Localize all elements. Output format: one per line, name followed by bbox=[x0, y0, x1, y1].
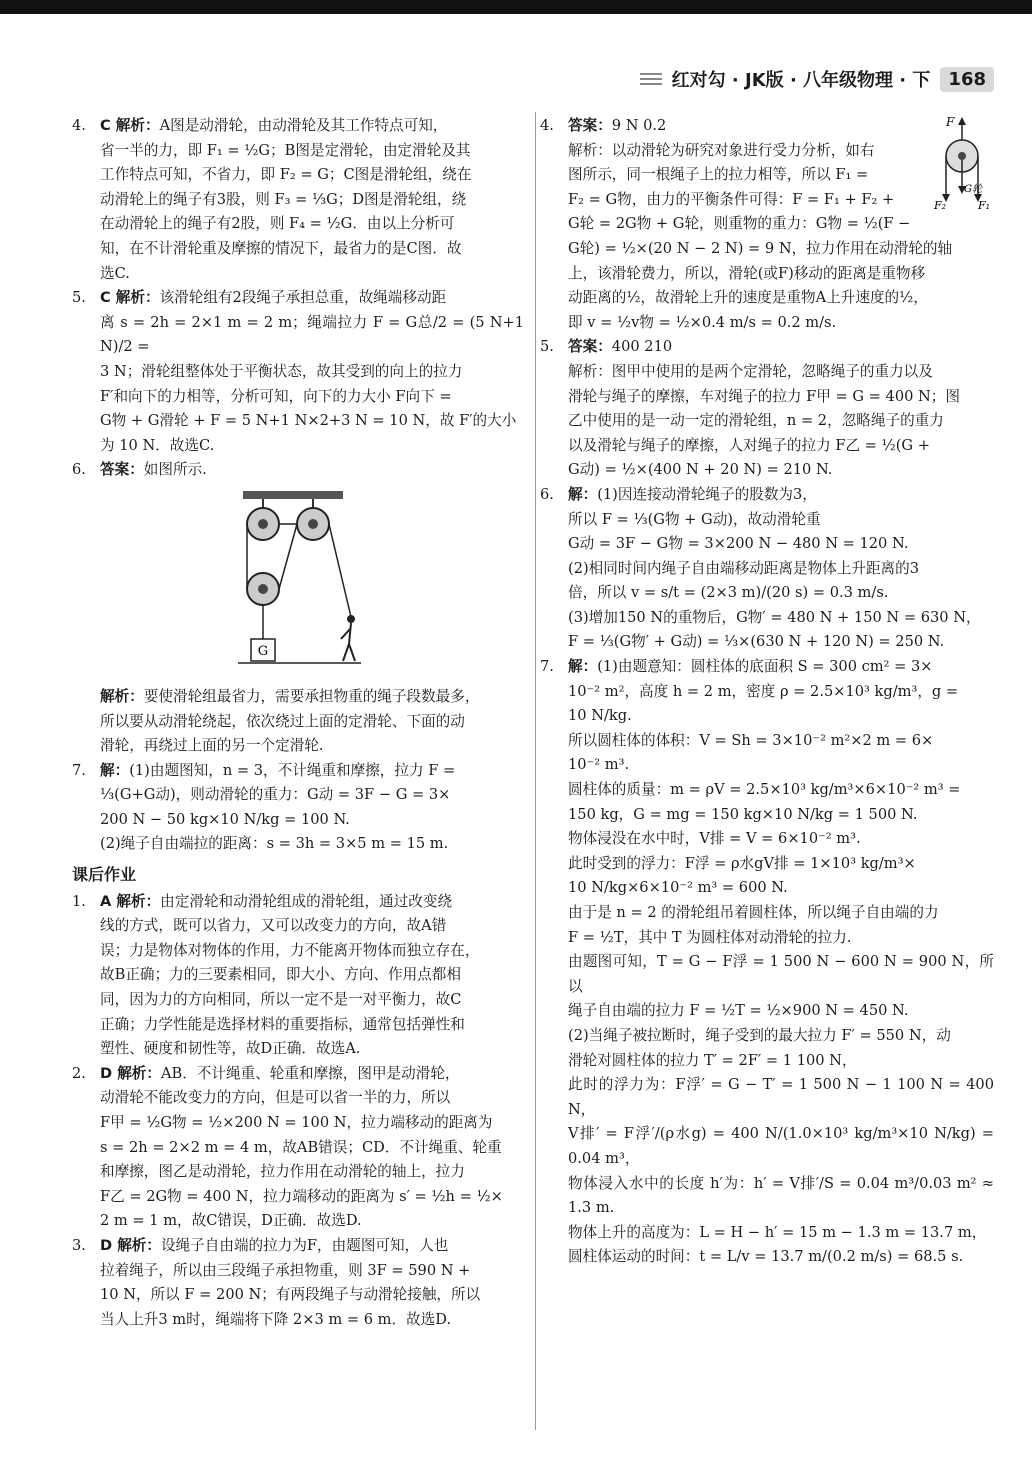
item-label: 答案： bbox=[568, 117, 612, 134]
item-label: D 解析： bbox=[100, 1236, 161, 1254]
force-diagram bbox=[932, 114, 994, 210]
text-line: 所以圆柱体的体积：V = Sh = 3×10⁻² m²×2 m = 6× bbox=[568, 731, 934, 749]
item-label: 答案： bbox=[100, 461, 144, 479]
item-number: 4. bbox=[72, 117, 86, 134]
text-line: 滑轮对圆柱体的拉力 T′ = 2F′ = 1 100 N， bbox=[568, 1051, 857, 1069]
item-number: 5. bbox=[72, 289, 86, 307]
text-line: (2)绳子自由端拉的距离：s = 3h = 3×5 m = 15 m. bbox=[100, 835, 449, 853]
text-line: 圆柱体的质量：m = ρV = 2.5×10³ kg/m³×6×10⁻² m³ = bbox=[568, 781, 961, 799]
text-line: (1)由题意知：圆柱体的底面积 S = 300 cm² = 3× bbox=[597, 658, 933, 676]
text-line: 10 N/kg. bbox=[568, 707, 632, 725]
text-line: F = ½T，其中 T 为圆柱体对动滑轮的拉力. bbox=[568, 928, 852, 946]
text-line: 动距离的½，故滑轮上升的速度是重物A上升速度的½， bbox=[568, 289, 928, 307]
text-line: G动) = ½×(400 N + 20 N) = 210 N. bbox=[568, 461, 833, 479]
text-line: 由定滑轮和动滑轮组成的滑轮组，通过改变绕 bbox=[160, 892, 453, 910]
column-divider bbox=[535, 112, 536, 1430]
text-line: 离 s = 2h = 2×1 m = 2 m；绳端拉力 F = G总/2 = (5 N+1 N)/2 = bbox=[100, 313, 524, 356]
answer-value: 9 N 0.2 bbox=[611, 117, 667, 134]
text-line: ⅓(G+G动)，则动滑轮的重力：G动 = 3F − G = 3× bbox=[100, 786, 451, 804]
text-line: 在动滑轮上的绳子有2股，则 F₄ = ½G．由以上分析可 bbox=[100, 215, 455, 233]
answer-item-6 bbox=[72, 458, 524, 483]
pulley-diagram bbox=[233, 489, 363, 679]
text-line: 省一半的力，即 F₁ = ½G；B图是定滑轮，由定滑轮及其 bbox=[100, 141, 471, 159]
text-line: 10 N，所以 F = 200 N；有两段绳子与动滑轮接触，所以 bbox=[100, 1286, 481, 1304]
text-line: 如图所示. bbox=[143, 461, 207, 479]
text-line: 10 N/kg×6×10⁻² m³ = 600 N. bbox=[568, 879, 788, 897]
text-line: 设绳子自由端的拉力为F，由题图可知，人也 bbox=[160, 1236, 449, 1254]
item-label: 解： bbox=[100, 761, 130, 779]
text-line: V排′ = F浮′/(ρ水g) = 400 N/(1.0×10³ kg/m³×10 N/kg) = 0.04 m³， bbox=[568, 1125, 994, 1167]
item-number: 7. bbox=[540, 658, 554, 676]
text-line: 动滑轮不能改变力的方向，但是可以省一半的力，所以 bbox=[100, 1089, 451, 1107]
text-line: 物体上升的高度为：L = H − h′ = 15 m − 1.3 m = 13.7 m， bbox=[568, 1223, 987, 1241]
text-line: 故B正确；力的三要素相同，即大小、方向、作用点都相 bbox=[100, 966, 461, 984]
text-line: F甲 = ½G物 = ½×200 N = 100 N，拉力端移动的距离为 bbox=[100, 1114, 493, 1131]
text-line: 塑性、硬度和韧性等，故D正确．故选A. bbox=[100, 1040, 361, 1058]
item-number: 7. bbox=[72, 761, 86, 779]
text-line: 滑轮，再绕过上面的另一个定滑轮. bbox=[100, 737, 324, 755]
text-line: F = ⅓(G物′ + G动) = ⅓×(630 N + 120 N) = 250 N. bbox=[568, 633, 945, 651]
answer-item-r6 bbox=[540, 483, 994, 655]
text-line: (2)相同时间内绳子自由端移动距离是物体上升距离的3 bbox=[568, 559, 920, 577]
answer-item-r7 bbox=[540, 655, 994, 1270]
page-header bbox=[640, 64, 994, 94]
text-line: G轮) = ½×(20 N − 2 N) = 9 N，拉力作用在动滑轮的轴 bbox=[568, 239, 953, 257]
item-number: 3. bbox=[72, 1236, 86, 1254]
text-line: F乙 = 2G物 = 400 N，拉力端移动的距离为 s′ = ½h = ½× bbox=[100, 1187, 503, 1205]
text-line: 150 kg，G = mg = 150 kg×10 N/kg = 1 500 N. bbox=[568, 805, 918, 823]
text-line: (3)增加150 N的重物后，G物′ = 480 N + 150 N = 630 N， bbox=[568, 608, 981, 626]
text-line: 同，因为力的方向相同，所以一定不是一对平衡力，故C bbox=[100, 991, 462, 1009]
text-line: 线的方式，既可以省力，又可以改变力的方向，故A错 bbox=[100, 917, 447, 935]
item-label: A 解析： bbox=[100, 892, 161, 910]
text-line: 滑轮与绳子的摩擦，车对绳子的拉力 F甲 = G = 400 N；图 bbox=[568, 387, 960, 405]
text-line: 此时受到的浮力：F浮 = ρ水gV排 = 1×10³ kg/m³× bbox=[568, 854, 916, 872]
text-line: 倍，所以 v = s/t = (2×3 m)/(20 s) = 0.3 m/s. bbox=[568, 584, 889, 602]
item-label: 解： bbox=[568, 658, 598, 676]
item-label: 答案： bbox=[568, 338, 612, 356]
force-label-F: F bbox=[946, 115, 955, 129]
text-line: 解析：以动滑轮为研究对象进行受力分析，如右 bbox=[568, 141, 875, 159]
answer-item-r5 bbox=[540, 335, 994, 483]
weight-label: G bbox=[257, 643, 269, 659]
text-line: (1)因连接动滑轮绳子的股数为3， bbox=[597, 485, 817, 503]
item-number: 4. bbox=[540, 117, 554, 134]
text-line: 解析：图甲中使用的是两个定滑轮，忽略绳子的重力以及 bbox=[568, 362, 933, 380]
text-line: 由题图可知，T = G − F浮 = 1 500 N − 600 N = 900 N，所以 bbox=[568, 953, 994, 995]
text-line: 物体浸入水中的长度 h′为：h′ = V排′/S = 0.04 m³/0.03 m² ≈ 1.3 m. bbox=[568, 1174, 994, 1217]
pulley-system-figure bbox=[72, 489, 524, 679]
force-label-F1: F₁ bbox=[978, 199, 991, 210]
text-line: 要使滑轮组最省力，需要承担物重的绳子段数最多， bbox=[143, 687, 480, 705]
text-line: 为 10 N．故选C. bbox=[100, 436, 215, 454]
text-line: F′和向下的力相等，分析可知，向下的力大小 F向下 = bbox=[100, 387, 452, 405]
force-label-G: G轮 bbox=[964, 184, 982, 195]
item-number: 5. bbox=[540, 338, 554, 356]
text-line: 2 m = 1 m，故C错误，D正确．故选D. bbox=[100, 1212, 362, 1230]
force-label-F2: F₂ bbox=[934, 199, 947, 210]
left-column bbox=[72, 114, 524, 1332]
text-line: 知，在不计滑轮重及摩擦的情况下，最省力的是C图．故 bbox=[100, 239, 462, 257]
text-line: 动滑轮上的绳子有3股，则 F₃ = ⅓G；D图是滑轮组，绕 bbox=[100, 190, 467, 208]
text-line: 该滑轮组有2段绳子承担总重，故绳端移动距 bbox=[159, 289, 447, 307]
section-title: 课后作业 bbox=[72, 865, 137, 885]
answer-value: 400 210 bbox=[611, 338, 673, 356]
text-line: 由于是 n = 2 的滑轮组吊着圆柱体，所以绳子自由端的力 bbox=[568, 904, 939, 921]
item-label: C 解析： bbox=[100, 117, 160, 134]
text-line: 10⁻² m²，高度 h = 2 m，密度 ρ = 2.5×10³ kg/m³，g = bbox=[568, 682, 959, 700]
homework-item-2 bbox=[72, 1062, 524, 1234]
text-line: 200 N − 50 kg×10 N/kg = 100 N. bbox=[100, 810, 350, 828]
item-number: 2. bbox=[72, 1064, 86, 1082]
header-title: 红对勾 · JK版 · 八年级物理 · 下 bbox=[671, 70, 931, 91]
text-line: 选C. bbox=[100, 264, 130, 282]
text-line: G物 + G滑轮 + F = 5 N+1 N×2+3 N = 10 N，故 F′的大小 bbox=[100, 412, 517, 430]
text-line: 此时的浮力为：F浮′ = G − T′ = 1 500 N − 1 100 N = 400 N， bbox=[568, 1076, 994, 1118]
text-line: A图是动滑轮，由动滑轮及其工作特点可知， bbox=[159, 117, 448, 134]
text-line: 物体浸没在水中时，V排 = V = 6×10⁻² m³. bbox=[568, 830, 861, 848]
item-label: C 解析： bbox=[100, 289, 160, 307]
text-line: 圆柱体运动的时间：t = L/v = 13.7 m/(0.2 m/s) = 68.5 s. bbox=[568, 1248, 964, 1266]
text-line: 误；力是物体对物体的作用，力不能离开物体而独立存在， bbox=[100, 941, 480, 959]
text-line: 所以要从动滑轮绕起，依次绕过上面的定滑轮、下面的动 bbox=[100, 712, 465, 730]
item-number: 6. bbox=[540, 485, 554, 503]
text-line: G轮 = 2G物 + G轮，则重物的重力：G物 = ½(F − bbox=[568, 215, 911, 233]
text-line: 3 N；滑轮组整体处于平衡状态，故其受到的向上的拉力 bbox=[100, 362, 463, 380]
answer-item-4 bbox=[72, 114, 524, 286]
item-label: D 解析： bbox=[100, 1064, 161, 1082]
text-line: (2)当绳子被拉断时，绳子受到的最大拉力 F′ = 550 N，动 bbox=[568, 1026, 951, 1044]
item-number: 6. bbox=[72, 461, 86, 479]
page-number: 168 bbox=[940, 67, 994, 92]
right-column bbox=[540, 114, 994, 1270]
text-line: 10⁻² m³. bbox=[568, 756, 630, 774]
analysis-6 bbox=[72, 685, 524, 759]
answer-item-5 bbox=[72, 286, 524, 458]
top-dark-band bbox=[0, 0, 1032, 14]
text-line: 工作特点可知，不省力，即 F₂ = G；C图是滑轮组，绕在 bbox=[100, 166, 472, 184]
text-line: F₂ = G物，由力的平衡条件可得：F = F₁ + F₂ + bbox=[568, 190, 895, 208]
text-line: AB．不计绳重、轮重和摩擦，图甲是动滑轮， bbox=[160, 1064, 460, 1082]
text-line: 当人上升3 m时，绳端将下降 2×3 m = 6 m．故选D. bbox=[100, 1310, 452, 1328]
text-line: 即 v = ½v物 = ½×0.4 m/s = 0.2 m/s. bbox=[568, 313, 837, 331]
item-number: 1. bbox=[72, 892, 86, 910]
text-line: 以及滑轮与绳子的摩擦，人对绳子的拉力 F乙 = ½(G + bbox=[568, 436, 930, 454]
text-line: 乙中使用的是一动一定的滑轮组，n = 2，忽略绳子的重力 bbox=[568, 412, 944, 430]
text-line: G动 = 3F − G物 = 3×200 N − 480 N = 120 N. bbox=[568, 535, 909, 553]
text-line: (1)由题图知，n = 3，不计绳重和摩擦，拉力 F = bbox=[129, 761, 456, 779]
text-line: 拉着绳子，所以由三段绳子承担物重，则 3F = 590 N + bbox=[100, 1261, 471, 1279]
answer-item-r4 bbox=[540, 114, 994, 335]
text-line: 绳子自由端的拉力 F = ½T = ½×900 N = 450 N. bbox=[568, 1002, 909, 1020]
homework-item-3 bbox=[72, 1234, 524, 1332]
text-line: 所以 F = ⅓(G物 + G动)，故动滑轮重 bbox=[568, 510, 821, 528]
homework-item-1 bbox=[72, 890, 524, 1062]
text-line: 上，该滑轮费力，所以，滑轮(或F)移动的距离是重物移 bbox=[568, 264, 926, 282]
item-label: 解： bbox=[568, 485, 598, 503]
answer-item-7 bbox=[72, 759, 524, 857]
text-line: s = 2h = 2×2 m = 4 m，故AB错误；CD．不计绳重、轮重 bbox=[100, 1138, 502, 1156]
item-label: 解析： bbox=[100, 687, 144, 705]
text-line: 和摩擦，图乙是动滑轮，拉力作用在动滑轮的轴上，拉力 bbox=[100, 1163, 465, 1181]
header-lines-icon bbox=[640, 73, 662, 85]
text-line: 图所示，同一根绳子上的拉力相等，所以 F₁ = bbox=[568, 166, 869, 184]
text-line: 正确；力学性能是选择材料的重要指标，通常包括弹性和 bbox=[100, 1015, 465, 1033]
